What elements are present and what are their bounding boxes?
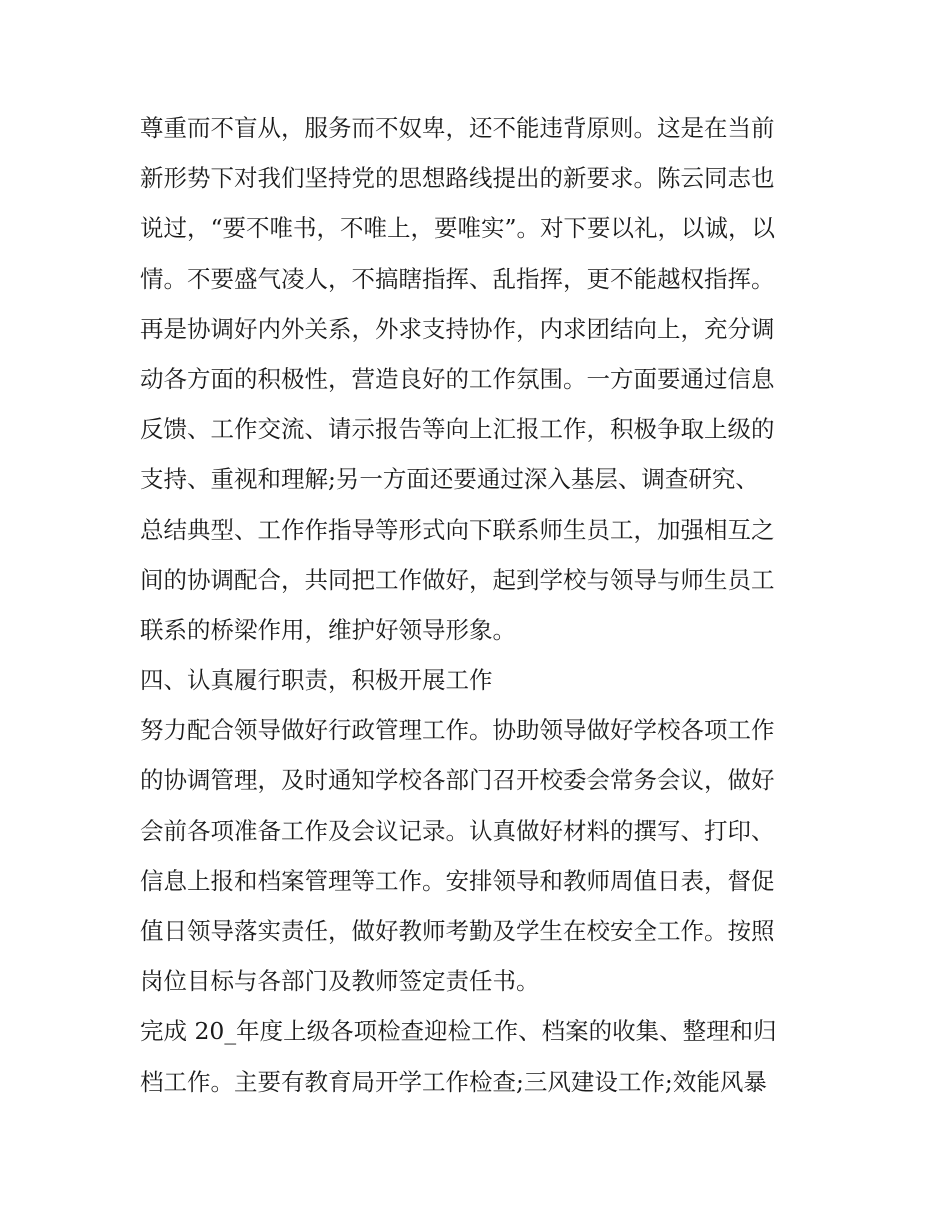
paragraph-line: 努力配合领导做好行政管理工作。协助领导做好学校各项工作 xyxy=(140,716,775,745)
paragraph-line: 值日领导落实责任，做好教师考勤及学生在校安全工作。按照 xyxy=(140,917,775,945)
paragraph-line: 岗位目标与各部门及教师签定责任书。 xyxy=(140,967,540,996)
paragraph-line: 新形势下对我们坚持党的思想路线提出的新要求。陈云同志也 xyxy=(140,164,775,193)
paragraph-line: 动各方面的积极性，营造良好的工作氛围。一方面要通过信息 xyxy=(140,364,775,393)
paragraph-line: 信息上报和档案管理等工作。安排领导和教师周值日表，督促 xyxy=(140,866,775,895)
paragraph-line: 说过，“要不唯书，不唯上，要唯实”。对下要以礼，以诚，以 xyxy=(140,214,776,243)
paragraph-line: 的协调管理，及时通知学校各部门召开校委会常务会议，做好 xyxy=(140,766,775,795)
paragraph-line: 联系的桥梁作用，维护好领导形象。 xyxy=(140,615,516,644)
document-body xyxy=(140,103,830,1107)
paragraph-line: 支持、重视和理解;另一方面还要通过深入基层、调查研究、 xyxy=(140,465,759,494)
paragraph-line: 总结典型、工作作指导等形式向下联系师生员工，加强相互之 xyxy=(140,515,775,544)
paragraph-line: 完成 20_年度上级各项检查迎检工作、档案的收集、整理和归 xyxy=(140,1017,777,1046)
paragraph-line: 会前各项准备工作及会议记录。认真做好材料的撰写、打印、 xyxy=(140,816,775,845)
section-heading: 四、认真履行职责，积极开展工作 xyxy=(140,666,493,695)
paragraph-line: 再是协调好内外关系，外求支持协作，内求团结向上，充分调 xyxy=(140,314,775,343)
paragraph-line: 档工作。主要有教育局开学工作检查;三风建设工作;效能风暴 xyxy=(140,1067,767,1096)
paragraph-line: 尊重而不盲从，服务而不奴卑，还不能违背原则。这是在当前 xyxy=(140,114,775,142)
paragraph-line: 情。不要盛气凌人，不搞瞎指挥、乱指挥，更不能越权指挥。 xyxy=(140,264,775,293)
paragraph-line: 反馈、工作交流、请示报告等向上汇报工作，积极争取上级的 xyxy=(140,415,775,444)
paragraph-line: 间的协调配合，共同把工作做好，起到学校与领导与师生员工 xyxy=(140,565,775,594)
